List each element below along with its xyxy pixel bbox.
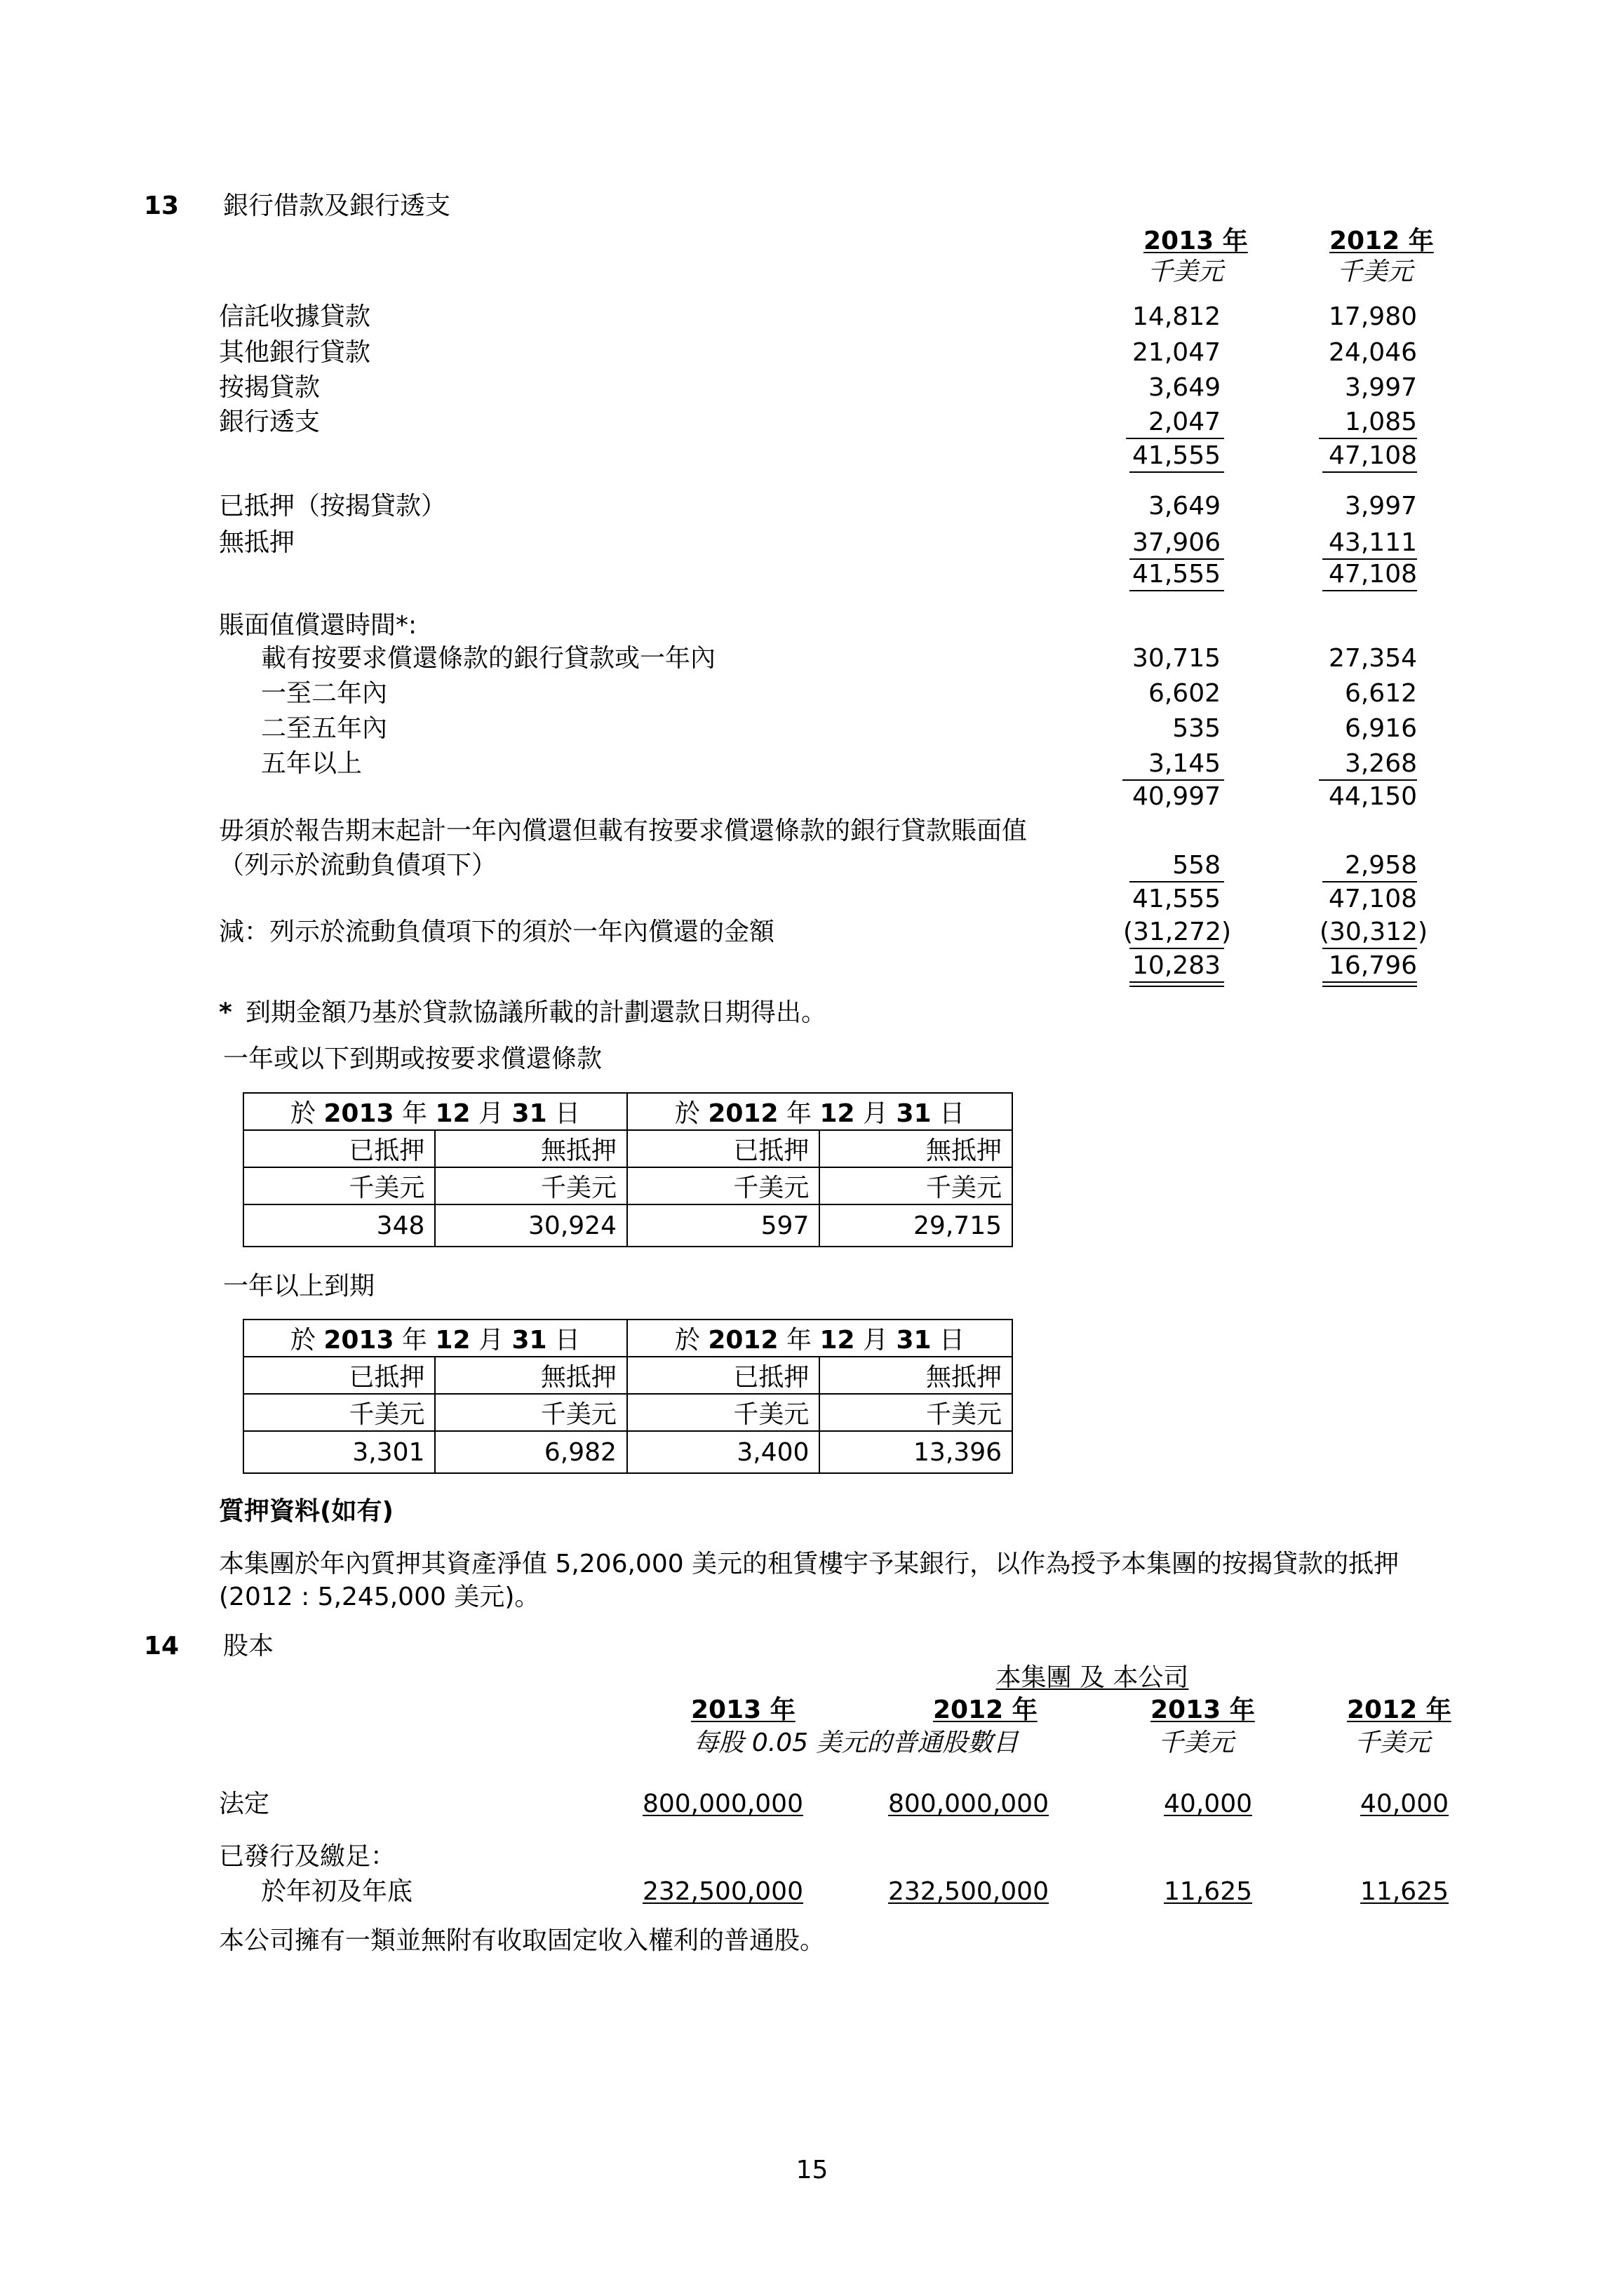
table-secured-header: 已抵押 bbox=[243, 1130, 435, 1167]
row-value-2013: 37,906 bbox=[1132, 528, 1221, 557]
maturity-table-within-one-year bbox=[243, 1092, 1013, 1247]
usd-col-header-2012: 2012 年 bbox=[1347, 1696, 1451, 1724]
row-value-2012: 27,354 bbox=[1329, 644, 1417, 673]
total-b-2013: 41,555 bbox=[1132, 560, 1221, 589]
table-unit: 千美元 bbox=[819, 1394, 1012, 1431]
sum-rule bbox=[1319, 779, 1417, 781]
sum-rule bbox=[1129, 981, 1224, 983]
row-value-2013: 14,812 bbox=[1132, 302, 1221, 331]
row-value-2012: 17,980 bbox=[1329, 302, 1417, 331]
row-value-2013: 2,047 bbox=[1148, 408, 1221, 436]
usd-unit-2012: 千美元 bbox=[1354, 1728, 1430, 1757]
row-value-2012: 24,046 bbox=[1329, 338, 1417, 367]
final-total-2013: 10,283 bbox=[1132, 951, 1221, 980]
table-unit: 千美元 bbox=[243, 1167, 435, 1204]
less-value-2013: (31,272) bbox=[1122, 918, 1231, 946]
row-value-2012: 43,111 bbox=[1329, 528, 1417, 557]
row-value-2013: 3,649 bbox=[1148, 373, 1221, 402]
row-value-2013: 3,649 bbox=[1148, 492, 1221, 521]
footnote-text: 到期金額乃基於貸款協議所載的計劃還款日期得出。 bbox=[246, 998, 827, 1027]
share-capital-note: 本公司擁有一類並無附有收取固定收入權利的普通股。 bbox=[219, 1926, 826, 1955]
demand-value-2013: 558 bbox=[1172, 851, 1221, 880]
issued-sub-label: 於年初及年底 bbox=[261, 1877, 413, 1906]
share-col-header-2013: 2013 年 bbox=[691, 1696, 796, 1724]
sum-rule bbox=[1319, 438, 1417, 439]
row-value-2012: 3,997 bbox=[1344, 373, 1417, 402]
table-cell: 6,982 bbox=[435, 1431, 626, 1473]
row-label: 二至五年內 bbox=[261, 714, 388, 743]
sum-rule bbox=[1129, 986, 1224, 987]
table-unsecured-header: 無抵押 bbox=[435, 1357, 626, 1394]
table-date-header: 於 2013 年 12 月 31 日 bbox=[243, 1093, 627, 1130]
table-unit: 千美元 bbox=[627, 1167, 819, 1204]
table-cell: 3,400 bbox=[627, 1431, 819, 1473]
usd-col-header-2013: 2013 年 bbox=[1150, 1696, 1255, 1724]
repay-heading: 賬面值償還時間*: bbox=[219, 611, 417, 640]
subtotal-d-2012: 47,108 bbox=[1329, 885, 1417, 913]
row-value-2012: 3,997 bbox=[1344, 492, 1417, 521]
row-label: 信託收據貸款 bbox=[219, 302, 371, 331]
row-value-2012: 6,916 bbox=[1344, 714, 1417, 743]
row-label: 其他銀行貸款 bbox=[219, 338, 371, 367]
issued-usd-2012: 11,625 bbox=[1360, 1877, 1449, 1906]
sum-rule bbox=[1129, 590, 1224, 591]
table-cell: 597 bbox=[627, 1204, 819, 1247]
col-header-2012: 2012 年 bbox=[1329, 227, 1434, 255]
less-value-2012: (30,312) bbox=[1319, 918, 1428, 946]
sum-rule bbox=[1322, 981, 1417, 983]
col-header-2013: 2013 年 bbox=[1143, 227, 1248, 255]
subtotal-d-2013: 41,555 bbox=[1132, 885, 1221, 913]
table-unsecured-header: 無抵押 bbox=[435, 1130, 627, 1167]
authorised-usd-2013: 40,000 bbox=[1164, 1790, 1252, 1818]
usd-unit-2013: 千美元 bbox=[1157, 1728, 1234, 1757]
sum-rule bbox=[1322, 881, 1417, 882]
issued-label: 已發行及繳足： bbox=[219, 1842, 396, 1871]
table-cell: 13,396 bbox=[819, 1431, 1012, 1473]
sum-rule bbox=[1322, 986, 1417, 987]
pledge-text-line-1: 本集團於年內質押其資產淨值 5,206,000 美元的租賃樓宇予某銀行，以作為授予本集團的按揭貸款的抵押 bbox=[219, 1550, 1400, 1578]
demand-value-2012: 2,958 bbox=[1344, 851, 1417, 880]
row-value-2012: 3,268 bbox=[1344, 749, 1417, 778]
less-label: 減：列示於流動負債項下的須於一年內償還的金額 bbox=[219, 918, 775, 946]
row-label: 按揭貸款 bbox=[219, 373, 321, 402]
table-secured-header: 已抵押 bbox=[627, 1357, 819, 1394]
row-label: 無抵押 bbox=[219, 528, 295, 557]
table-date-header: 於 2012 年 12 月 31 日 bbox=[627, 1093, 1012, 1130]
row-value-2012: 1,085 bbox=[1344, 408, 1417, 436]
row-label: 已抵押（按揭貸款） bbox=[219, 492, 447, 521]
row-value-2012: 6,612 bbox=[1344, 679, 1417, 708]
sum-rule bbox=[1322, 948, 1417, 949]
col-unit-2012: 千美元 bbox=[1336, 257, 1413, 286]
row-value-2013: 21,047 bbox=[1132, 338, 1221, 367]
table-unit: 千美元 bbox=[243, 1394, 435, 1431]
sum-rule bbox=[1322, 471, 1417, 473]
table2-title: 一年以上到期 bbox=[223, 1272, 375, 1301]
share-col-header-2012: 2012 年 bbox=[933, 1696, 1038, 1724]
table-cell: 3,301 bbox=[243, 1431, 435, 1473]
sum-rule bbox=[1129, 881, 1224, 882]
table1-title: 一年或以下到期或按要求償還條款 bbox=[223, 1045, 603, 1073]
issued-shares-2013: 232,500,000 bbox=[642, 1877, 803, 1906]
table-secured-header: 已抵押 bbox=[243, 1357, 435, 1394]
total-a-2012: 47,108 bbox=[1329, 441, 1417, 470]
authorised-shares-2012: 800,000,000 bbox=[887, 1790, 1049, 1818]
total-a-2013: 41,555 bbox=[1132, 441, 1221, 470]
shares-unit: 每股 0.05 美元的普通股數目 bbox=[693, 1728, 1019, 1757]
table-unsecured-header: 無抵押 bbox=[819, 1130, 1012, 1167]
maturity-table-over-one-year bbox=[243, 1319, 1013, 1474]
table-date-header: 於 2013 年 12 月 31 日 bbox=[243, 1320, 627, 1357]
demand-label-line-2: （列示於流動負債項下） bbox=[219, 851, 497, 880]
issued-shares-2012: 232,500,000 bbox=[887, 1877, 1049, 1906]
row-value-2013: 6,602 bbox=[1148, 679, 1221, 708]
authorised-label: 法定 bbox=[219, 1790, 270, 1818]
sum-rule bbox=[1122, 779, 1224, 781]
sum-rule bbox=[1129, 471, 1224, 473]
row-value-2013: 535 bbox=[1172, 714, 1221, 743]
row-label: 五年以上 bbox=[261, 749, 363, 778]
note-14-title: 股本 bbox=[223, 1632, 274, 1660]
table-unit: 千美元 bbox=[435, 1167, 627, 1204]
sum-rule bbox=[1129, 948, 1224, 949]
table-cell: 30,924 bbox=[435, 1204, 627, 1247]
issued-usd-2013: 11,625 bbox=[1164, 1877, 1252, 1906]
row-label: 一至二年內 bbox=[261, 679, 388, 708]
row-label: 銀行透支 bbox=[219, 408, 321, 436]
table-unit: 千美元 bbox=[819, 1167, 1012, 1204]
col-unit-2013: 千美元 bbox=[1147, 257, 1223, 286]
table-unit: 千美元 bbox=[435, 1394, 626, 1431]
subtotal-c-2012: 44,150 bbox=[1329, 782, 1417, 811]
note-14-number: 14 bbox=[144, 1632, 180, 1660]
sum-rule bbox=[1126, 438, 1224, 439]
table-cell: 348 bbox=[243, 1204, 435, 1247]
table-secured-header: 已抵押 bbox=[627, 1130, 819, 1167]
footnote-mark: * bbox=[219, 998, 232, 1027]
note-13-number: 13 bbox=[144, 192, 180, 220]
row-label: 載有按要求償還條款的銀行貸款或一年內 bbox=[261, 644, 716, 673]
table-unsecured-header: 無抵押 bbox=[819, 1357, 1012, 1394]
table-cell: 29,715 bbox=[819, 1204, 1012, 1247]
row-value-2013: 3,145 bbox=[1148, 749, 1221, 778]
table-date-header: 於 2012 年 12 月 31 日 bbox=[627, 1320, 1012, 1357]
authorised-shares-2013: 800,000,000 bbox=[642, 1790, 803, 1818]
demand-label-line-1: 毋須於報告期末起計一年內償還但載有按要求償還條款的銀行貸款賬面值 bbox=[219, 817, 1028, 845]
note-13-title: 銀行借款及銀行透支 bbox=[223, 192, 451, 220]
page-number: 15 bbox=[796, 2156, 828, 2184]
total-b-2012: 47,108 bbox=[1329, 560, 1417, 589]
group-header: 本集團 及 本公司 bbox=[995, 1663, 1189, 1692]
table-unit: 千美元 bbox=[627, 1394, 819, 1431]
final-total-2012: 16,796 bbox=[1329, 951, 1417, 980]
pledge-text-line-2: (2012 : 5,245,000 美元)。 bbox=[219, 1583, 540, 1611]
row-value-2013: 30,715 bbox=[1132, 644, 1221, 673]
sum-rule bbox=[1322, 590, 1417, 591]
authorised-usd-2012: 40,000 bbox=[1360, 1790, 1449, 1818]
pledge-title: 質押資料(如有) bbox=[219, 1497, 394, 1526]
subtotal-c-2013: 40,997 bbox=[1132, 782, 1221, 811]
